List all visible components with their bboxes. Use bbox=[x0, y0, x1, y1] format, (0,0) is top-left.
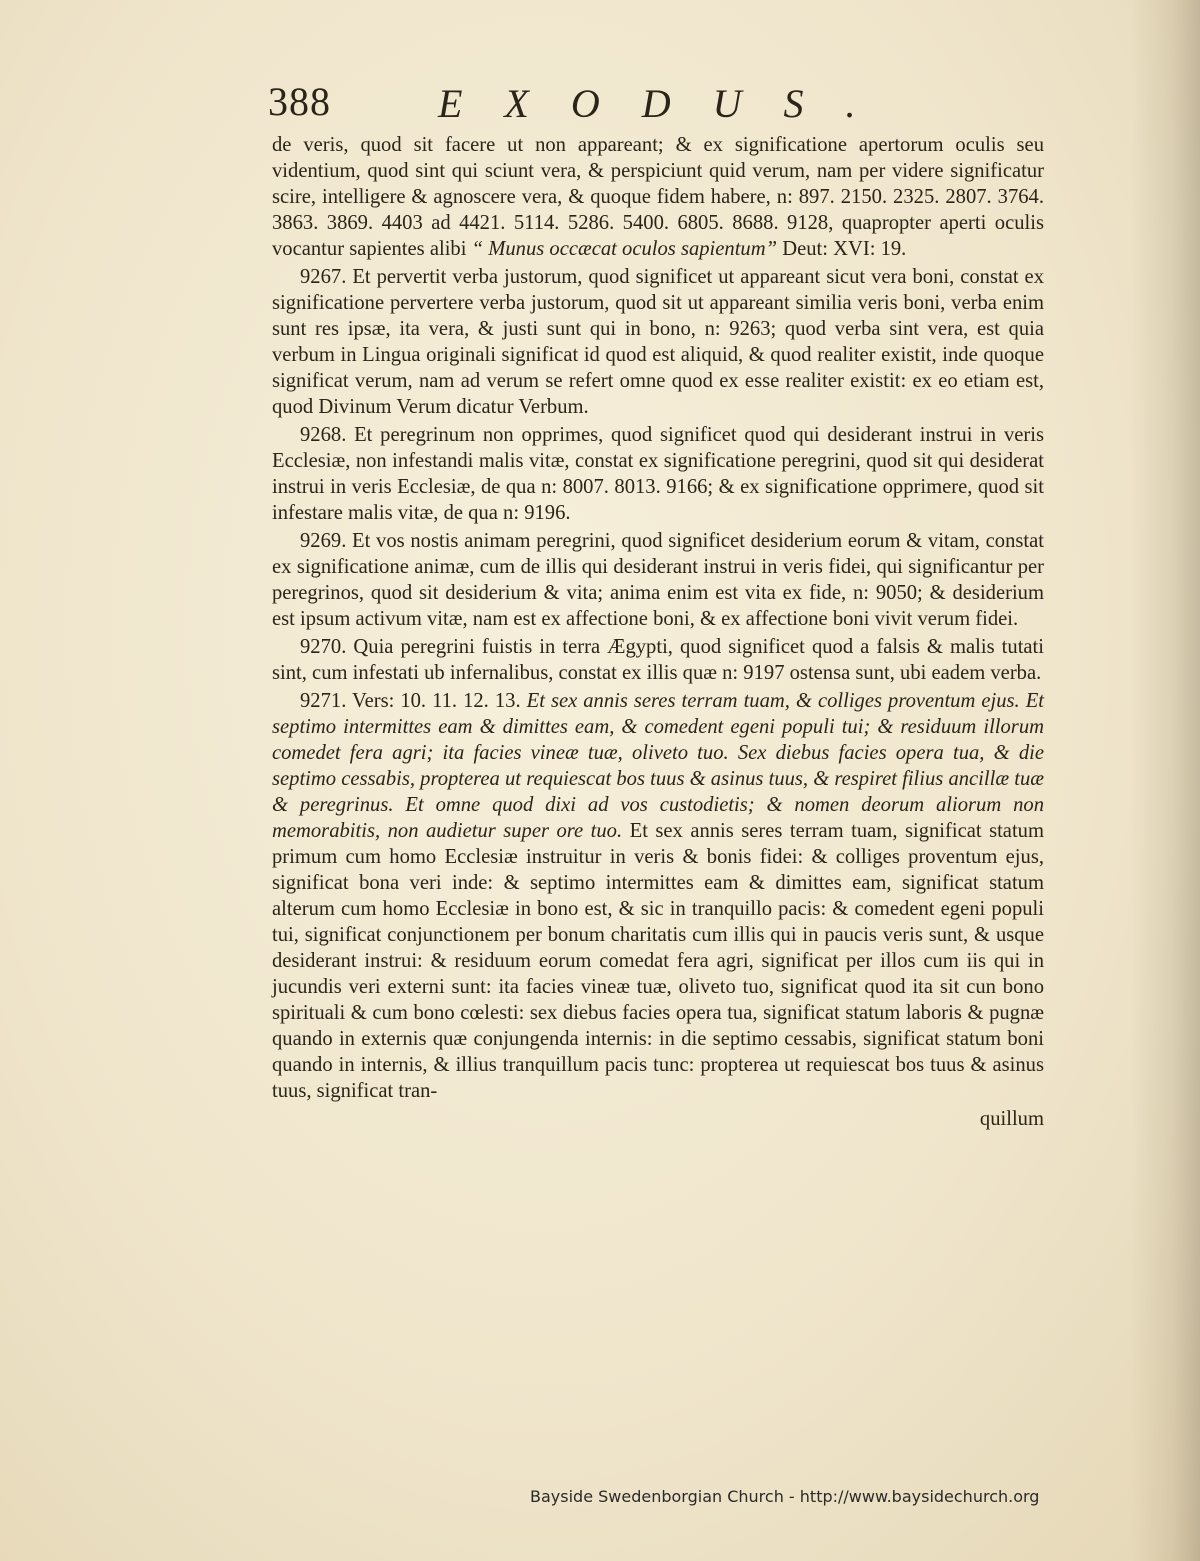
body-text bbox=[272, 132, 1044, 1134]
paragraph-9271 bbox=[272, 688, 1044, 1104]
verse-commentary: Et sex annis seres terram tuam, significat statum primum cum homo Ecclesiæ instruitur in veris & bonis fidei: & colliges proventum ejus, significat bona veri inde: & septimo intermittes eam & dimittes eam, significat statum alterum cum homo Ecclesiæ in bono est, & sic in tranquillo pacis: & comedent egeni populi tui, significat conjunctionem per bonum charitatis cum illis qui in paucis veris sunt, & usque desiderant instrui: & residuum eorum comedat fera agri, significat per illos cum iis qui in jucundis veri externi sunt: ita facies vineæ tuæ, oliveto tuo, significat quod ita sit cun bono spirituali & cum bono cœlesti: sex diebus facies opera tua, significat statum laboris & pugnæ quando in externis quæ conjungenda internis: in die septimo cessabis, significat statum boni quando in internis, & illius tranquillum pacis tunc: propterea ut requiescat bos tuus & asinus tuus, significat tran- bbox=[272, 820, 1044, 1102]
verse-italic: Et sex annis seres terram tuam, & colliges proventum ejus. Et septimo intermittes eam & dimittes eam, & comedent egeni populi tui; & residuum illorum comedet fera agri; ita facies vineæ tuæ, oliveto tuo. Sex diebus facies opera tua, & die septimo cessabis, propterea ut requiescat bos tuus & asinus tuus, & respiret filius ancillæ tuæ & peregrinus. Et omne quod dixi ad vos custodietis; & nomen deorum aliorum non memorabitis, non audietur super ore tuo. bbox=[272, 690, 1045, 842]
paragraph-continuation bbox=[272, 132, 1044, 262]
footer-credit: Bayside Swedenborgian Church - http://www.baysidechurch.org bbox=[530, 1487, 1040, 1506]
running-head bbox=[268, 78, 1038, 130]
book-title: EXODUS. bbox=[438, 81, 898, 126]
paragraph-9267: 9267. Et pervertit verba justorum, quod significet ut appareant sicut vera boni, constat ex significatione pervertere verba justorum, quod sit ut appareant similia veris boni, verba enim sunt res ipsæ, ita vera, & justi sunt qui in bono, n: 9263; quod verba sint vera, est quia verbum in Lingua originali significat id quod est aliquid, & quod realiter existit, inde quoque significat verum, nam ad verum se refert omne quod ex esse realiter existit: ex eo etiam est, quod Divinum Verum dicatur Verbum. bbox=[272, 266, 1044, 418]
catchword: quillum bbox=[979, 1108, 1044, 1130]
page-edge-shadow bbox=[1130, 0, 1200, 1561]
paragraph-9270: 9270. Quia peregrini fuistis in terra Ægypti, quod significet quod a falsis & malis tutati sint, cum infestati ub infernalibus, constat ex illis quæ n: 9197 ostensa sunt, ubi eadem verba. bbox=[272, 636, 1044, 684]
paragraph-9269: 9269. Et vos nostis animam peregrini, quod significet desiderium eorum & vitam, constat ex significatione animæ, cum de illis qui desiderant instrui in veris fidei, qui significantur per peregrinos, quod sit desiderium & vita; anima enim est vita ex fide, n: 9050; & desiderium est ipsum activum vitæ, nam est ex affectione boni, & ex affectione boni vivit verum fidei. bbox=[272, 530, 1044, 630]
page-number: 388 bbox=[268, 79, 331, 124]
scripture-quote: “ Munus occæcat oculos sapientum” bbox=[471, 238, 778, 260]
scripture-reference: Deut: XVI: 19. bbox=[782, 238, 907, 260]
paragraph-text: de veris, quod sit facere ut non appareant; & ex significatione apertorum oculis seu videntium, quod sint qui sciunt vera, & perspiciunt quid verum, nam per videre significatur scire, intelligere & agnoscere vera, & quoque fidem habere, n: 897. 2150. 2325. 2807. 3764. 3863. 3869. 4403 ad 4421. 5114. 5286. 5400. 6805. 8688. 9128, quapropter aperti oculis vocantur sapientes alibi bbox=[272, 134, 1044, 260]
verse-lead: 9271. Vers: 10. 11. 12. 13. bbox=[300, 690, 521, 712]
paragraph-9268: 9268. Et peregrinum non opprimes, quod significet quod qui desiderant instrui in veris Ecclesiæ, non infestandi malis vitæ, constat ex significatione peregrini, quod sit qui desiderat instrui in veris Ecclesiæ, de qua n: 8007. 8013. 9166; & ex significatione opprimere, quod sit infestare malis vitæ, de qua n: 9196. bbox=[272, 424, 1044, 524]
